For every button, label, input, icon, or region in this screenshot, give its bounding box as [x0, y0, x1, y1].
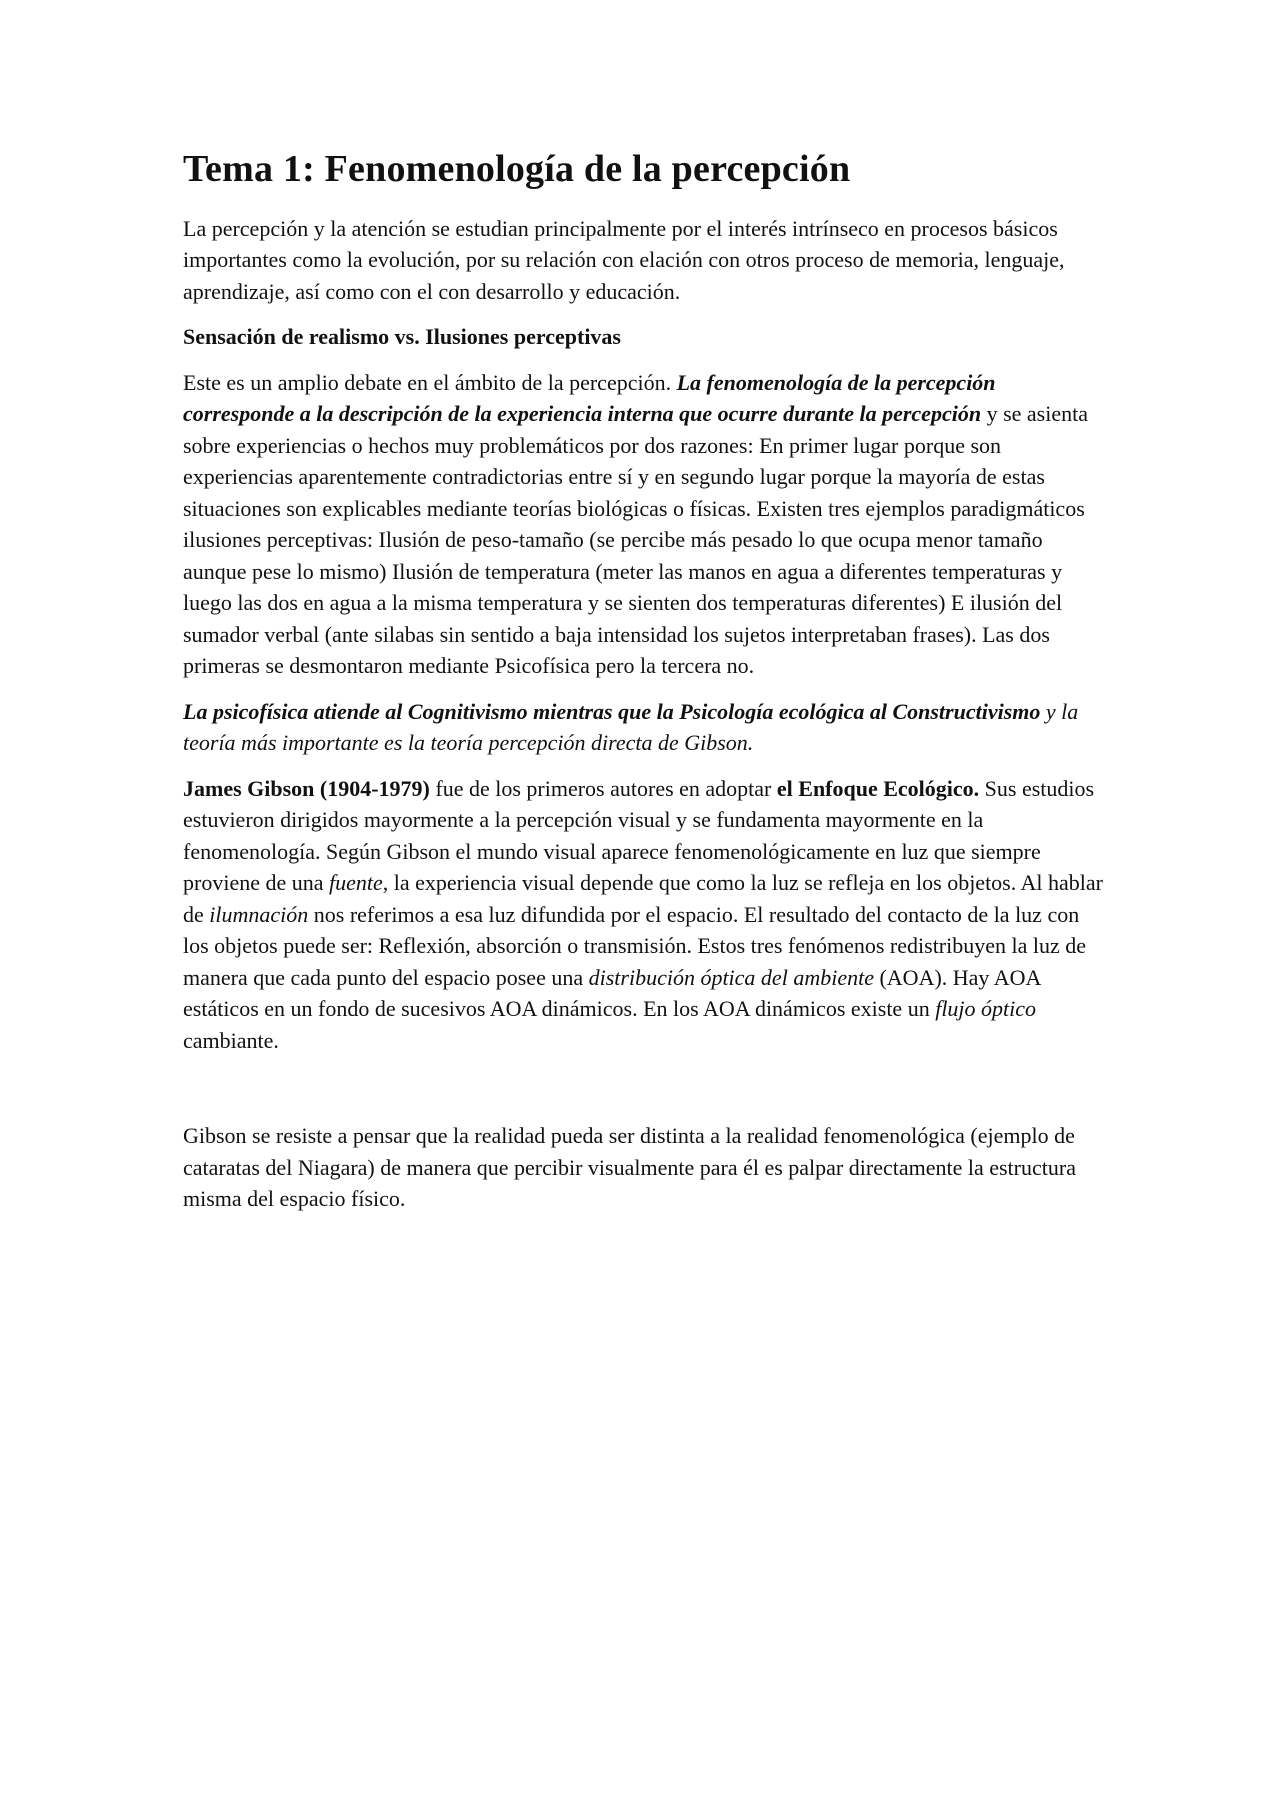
- text-run: y la teoría más importante es la teoría percepción directa de Gibson.: [183, 698, 1079, 756]
- term-flujo: flujo óptico: [935, 996, 1037, 1022]
- emphasis-definition: La fenomenología de la percepción corresponde a la descripción de la experiencia interna que ocurre durante la percepción: [183, 369, 996, 427]
- realism-paragraph: [183, 367, 1103, 682]
- section-heading: Sensación de realismo vs. Ilusiones perceptivas: [183, 324, 621, 350]
- emphasis-approach: el Enfoque Ecológico.: [776, 775, 980, 801]
- text-run: , la experiencia visual depende que como la luz se refleja en los objetos. Al hablar de: [183, 870, 1103, 927]
- term-ilumnacion: ilumnación: [209, 901, 309, 927]
- text-run: nos referimos a esa luz difundida por el espacio. El resultado del contacto de la luz con los objetos puede ser: Reflexión, absorción o transmisión. Estos tres fenómenos redistribuyen la luz de manera que cada punto del espacio posee una: [183, 901, 1087, 990]
- text-run: fue de los primeros autores en adoptar: [429, 775, 777, 801]
- text-run: Sus estudios estuvieron dirigidos mayormente a la percepción visual y se fundamenta mayormente en la fenomenología. Según Gibson el mundo visual aparece fenomenológicamente en luz que siempre proviene de una: [183, 775, 1095, 896]
- text-run: Este es un amplio debate en el ámbito de la percepción.: [183, 369, 677, 395]
- spacer: [183, 1070, 1103, 1120]
- emphasis-author: James Gibson (1904-1979): [183, 775, 430, 801]
- text-run: cambiante.: [183, 1027, 279, 1053]
- text-run: y se asienta sobre experiencias o hechos muy problemáticos por dos razones: En primer lugar porque son experiencias aparentemente contradictorias entre sí y en segundo lugar porque la mayoría de estas situaciones son explicables mediante teorías biológicas o físicas. Existen tres ejemplos paradigmáticos ilusiones perceptivas: Ilusión de peso-tamaño (se percibe más pesado lo que ocupa menor tamaño aunque pese lo mismo) Ilusión de temperatura (meter las manos en agua a diferentes temperaturas y luego las dos en agua a la misma temperatura y se sienten dos temperaturas diferentes) E ilusión del sumador verbal (ante silabas sin sentido a baja intensidad los sujetos interpretaban frases). Las dos primeras se desmontaron mediante Psicofísica pero la tercera no.: [183, 401, 1088, 679]
- intro-paragraph: La percepción y la atención se estudian principalmente por el interés intrínseco en procesos básicos importantes como la evolución, por su relación con elación con otros proceso de memoria, lenguaje, aprendizaje, así como con el con desarrollo y educación.: [183, 215, 1065, 304]
- emphasis-theory: La psicofísica atiende al Cognitivismo mientras que la Psicología ecológica al Constructivismo: [183, 698, 1041, 724]
- theory-paragraph: [183, 696, 1103, 759]
- term-fuente: fuente: [329, 870, 383, 896]
- document-page: [183, 147, 1103, 1229]
- conclusion-paragraph: Gibson se resiste a pensar que la realidad pueda ser distinta a la realidad fenomenológica (ejemplo de cataratas del Niagara) de manera que percibir visualmente para él es palpar directamente la estructura misma del espacio físico.: [183, 1123, 1076, 1212]
- gibson-paragraph: [183, 773, 1103, 1057]
- term-aoa: distribución óptica del ambiente: [588, 964, 874, 990]
- document-title: Tema 1: Fenomenología de la percepción: [183, 148, 851, 190]
- text-run: (AOA). Hay AOA estáticos en un fondo de sucesivos AOA dinámicos. En los AOA dinámicos existe un: [183, 964, 1041, 1022]
